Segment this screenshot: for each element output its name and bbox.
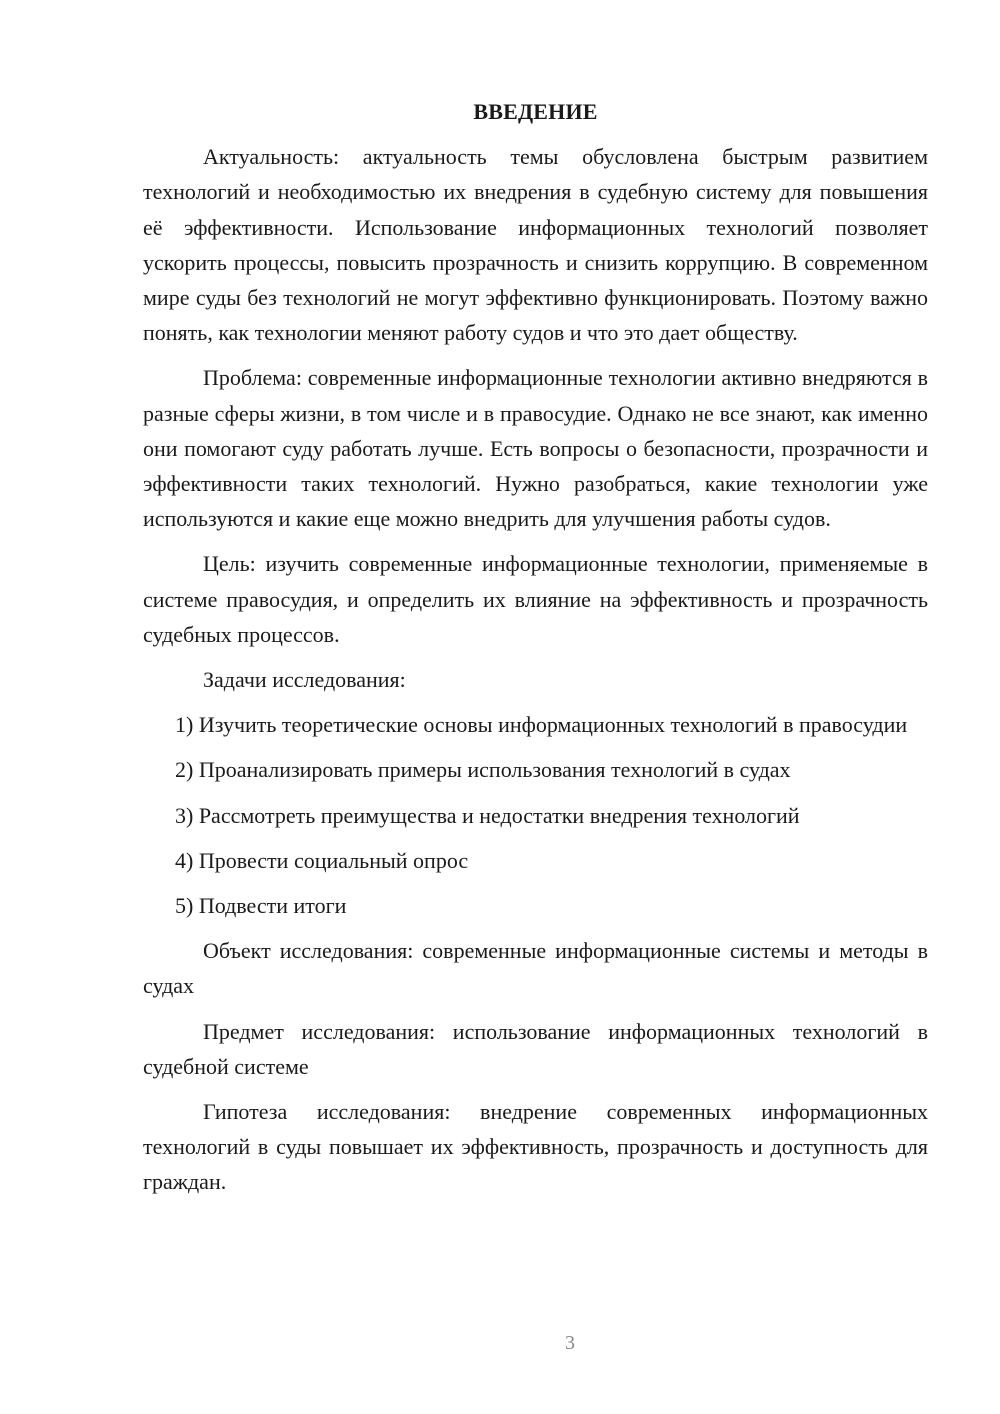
subject-paragraph: Предмет исследования: использование информационных технологий в судебной системе	[143, 1018, 928, 1079]
task-item: 5) Подвести итоги	[175, 893, 347, 919]
hypothesis-paragraph: Гипотеза исследования: внедрение современных информационных технологий в суды повышает их эффективность, прозрачность и доступность для граждан.	[143, 1099, 928, 1195]
page-number: 3	[565, 1332, 575, 1354]
task-item: 2) Проанализировать примеры использования технологий в судах	[175, 757, 791, 783]
page-content	[143, 94, 928, 1210]
task-item: 4) Провести социальный опрос	[175, 847, 469, 873]
task-item: 1) Изучить теоретические основы информационных технологий в правосудии	[175, 712, 908, 738]
relevance-paragraph: Актуальность: актуальность темы обусловлена быстрым развитием технологий и необходимостью их внедрения в судебную систему для повышения её эффективности. Использование информационных технологий позволяет ускорить процессы, повысить прозрачность и снизить коррупцию. В современном мире суды без технологий не могут эффективно функционировать. Поэтому важно понять, как технологии меняют работу судов и что это дает обществу.	[143, 144, 928, 346]
section-title: ВВЕДЕНИЕ	[473, 99, 598, 124]
task-item: 3) Рассмотреть преимущества и недостатки внедрения технологий	[175, 802, 800, 828]
object-paragraph: Объект исследования: современные информационные системы и методы в судах	[143, 938, 928, 999]
problem-paragraph: Проблема: современные информационные технологии активно внедряются в разные сферы жизни, в том числе и в правосудие. Однако не все знают, как именно они помогают суду работать лучше. Есть вопросы о безопасности, прозрачности и эффективности таких технологий. Нужно разобраться, какие технологии уже используются и какие еще можно внедрить для улучшения работы судов.	[143, 365, 928, 532]
tasks-heading: Задачи исследования:	[203, 667, 406, 693]
tasks-list	[143, 707, 928, 923]
goal-paragraph: Цель: изучить современные информационные технологии, применяемые в системе правосудия, и определить их влияние на эффективность и прозрачность судебных процессов.	[143, 551, 928, 647]
